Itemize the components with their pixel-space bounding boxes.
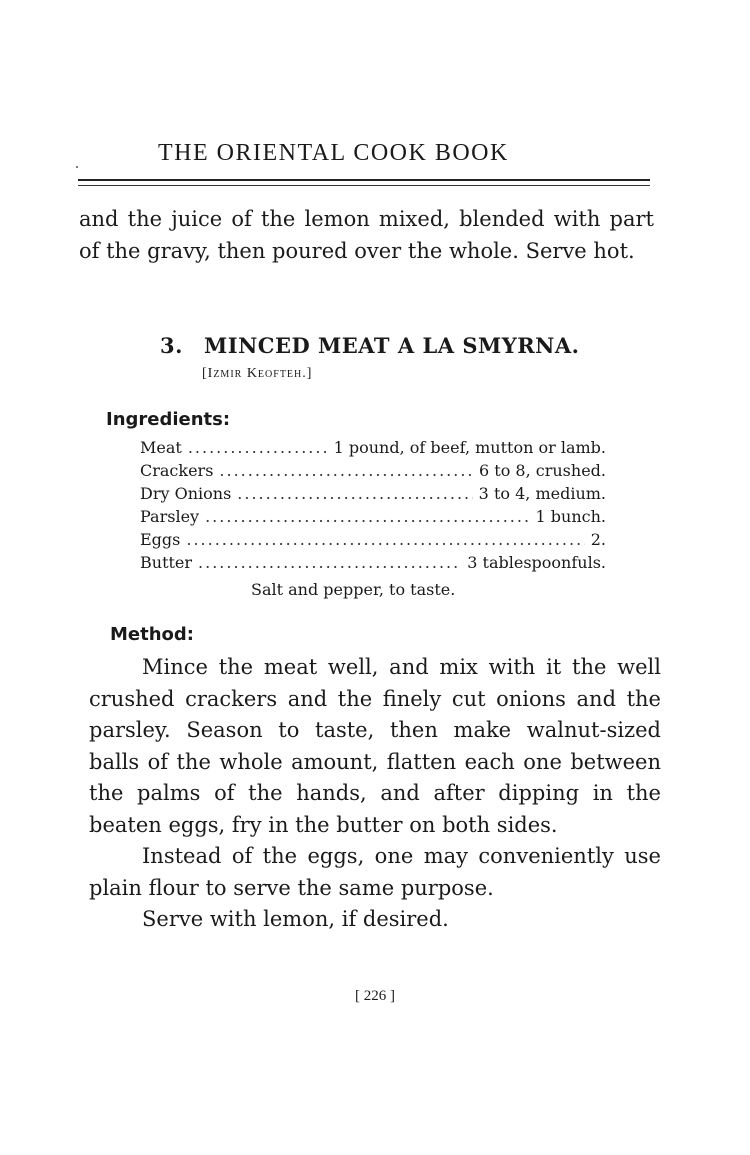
ingredient-row [140, 553, 606, 576]
ingredients-heading: Ingredients: [106, 409, 231, 430]
seasoning-note: Salt and pepper, to taste. [251, 580, 456, 599]
ingredient-name: Eggs [140, 530, 181, 549]
ingredient-quantity: 2. [590, 530, 606, 549]
ingredients-list [140, 438, 606, 576]
dot-leader [188, 438, 328, 457]
dot-leader [237, 484, 472, 503]
dot-leader [205, 507, 529, 526]
method-paragraph: Instead of the eggs, one may conveniently use plain flour to serve the same purpose. [89, 844, 661, 900]
dot-leader [219, 461, 473, 480]
recipe-subtitle: [Izmir Keofteh.] [202, 366, 313, 381]
header-rule-thin [78, 185, 650, 186]
method-heading: Method: [110, 624, 194, 645]
ingredient-name: Meat [140, 438, 182, 457]
ingredient-row [140, 438, 606, 461]
method-body [89, 652, 661, 936]
ingredient-name: Crackers [140, 461, 214, 480]
ingredient-row [140, 461, 606, 484]
recipe-title [160, 333, 630, 358]
ingredient-row [140, 484, 606, 507]
continuation-paragraph [79, 204, 654, 267]
recipe-name: MINCED MEAT A LA SMYRNA. [204, 333, 580, 358]
dot-leader [198, 553, 461, 572]
header-rule-thick [78, 179, 650, 181]
ingredient-name: Dry Onions [140, 484, 232, 503]
ingredient-row [140, 530, 606, 553]
ingredient-name: Parsley [140, 507, 200, 526]
continuation-text: and the juice of the lemon mixed, blended with part of the gravy, then poured over the whole. Serve hot. [79, 207, 654, 263]
method-paragraph: Serve with lemon, if desired. [142, 907, 449, 931]
ingredient-quantity: 6 to 8, crushed. [479, 461, 606, 480]
ingredient-quantity: 3 to 4, medium. [478, 484, 606, 503]
page-number: [ 226 ] [355, 988, 395, 1004]
ingredient-quantity: 1 bunch. [535, 507, 606, 526]
recipe-number: 3. [160, 333, 183, 358]
ingredient-quantity: 3 tablespoonfuls. [467, 553, 606, 572]
ingredient-name: Butter [140, 553, 193, 572]
print-speck [76, 166, 78, 168]
running-head: THE ORIENTAL COOK BOOK [158, 140, 509, 166]
dot-leader [186, 530, 584, 549]
ingredient-row [140, 507, 606, 530]
method-paragraph: Mince the meat well, and mix with it the well crushed crackers and the finely cut onions and the parsley. Season to taste, then make walnut-sized balls of the whole amount, flatten each one between the palms of the hands, and after dipping in the beaten eggs, fry in the butter on both sides. [89, 655, 661, 837]
ingredient-quantity: 1 pound, of beef, mutton or lamb. [333, 438, 606, 457]
